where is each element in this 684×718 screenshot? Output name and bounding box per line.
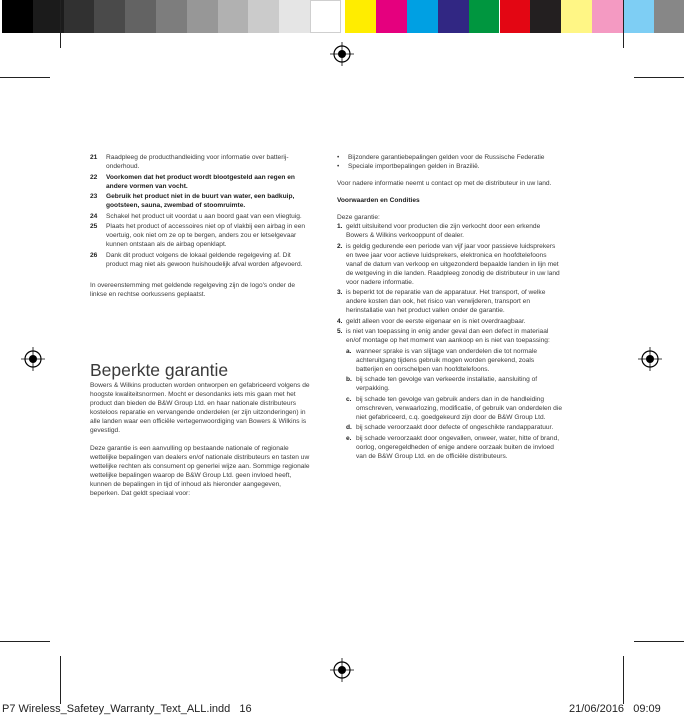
safety-item-text: Gebruik het product niet in de buurt van water, een badkuip, gootsteen, sauna, zwembad of stoomruimte.: [106, 193, 295, 209]
bullet-text: Speciale importbepalingen gelden in Brazilië.: [348, 163, 480, 170]
safety-item-number: 26: [90, 251, 98, 259]
gray-swatch: [94, 0, 125, 33]
color-swatch: [592, 0, 623, 33]
condition-text: geldt uitsluitend voor producten die zijn verkocht door een erkende Bowers & Wilkins verkooppunt of dealer.: [346, 223, 541, 239]
sub-item-letter: d.: [346, 424, 352, 431]
safety-item-number: 24: [90, 212, 98, 220]
sub-item-text: bij schade ten gevolge van gebruik anders dan in de handleiding omschreven, verwaarlozing, modificatie, of gebruik van onderdelen die niet gefabriceerd, c.q. goedgekeurd zijn door de B&W Group Ltd.: [356, 395, 562, 421]
color-swatch: [407, 0, 438, 33]
gray-swatch: [279, 0, 310, 33]
safety-item-number: 22: [90, 173, 98, 181]
safety-item-number: 21: [90, 154, 98, 161]
condition-sub-item: [337, 434, 562, 461]
color-swatch: [438, 0, 469, 33]
sub-item-letter: c.: [346, 395, 352, 403]
registration-mark-icon: [21, 347, 45, 371]
bullet-item: [337, 153, 562, 162]
registration-mark-icon: [330, 658, 354, 682]
condition-number: 5.: [337, 328, 343, 335]
safety-item-number: 25: [90, 223, 98, 230]
crop-mark: [634, 641, 684, 642]
crop-mark: [0, 641, 50, 642]
condition-number: 1.: [337, 223, 343, 230]
registration-mark-icon: [638, 347, 662, 371]
safety-item-text: Schakel het product uit voordat u aan boord gaat van een vliegtuig.: [106, 212, 302, 220]
sub-item-text: bij schade veroorzaakt door ongevallen, onweer, water, hitte of brand, oorlog, ongeregeldheden of enige andere oorzaak buiten de invloed van de B&W Group Ltd. en de officiële distributeurs.: [356, 434, 560, 460]
gray-swatch: [156, 0, 187, 33]
crop-mark: [60, 0, 61, 48]
safety-item-text: Raadpleeg de producthandleiding voor informatie over batterij-onderhoud.: [106, 154, 289, 170]
bullet-dot-icon: •: [337, 154, 340, 161]
gray-swatch: [125, 0, 156, 33]
safety-item-text: Voorkomen dat het product wordt blootgesteld aan regen en andere vormen van vocht.: [106, 173, 295, 190]
page-title: Beperkte garantie: [90, 359, 229, 380]
safety-item-text: Plaats het product of accessoires niet op of vlakbij een airbag in een voertuig, ook niet om ze op te bergen, anders zou er letselgevaar kunnen ontstaan als de airbag openklapt.: [106, 223, 306, 248]
bullet-text: Bijzondere garantiebepalingen gelden voor de Russische Federatie: [348, 154, 545, 161]
sub-item-letter: a.: [346, 347, 352, 355]
crop-mark: [0, 77, 50, 78]
crop-mark: [623, 0, 624, 48]
color-swatch: [469, 0, 500, 33]
safety-item: [90, 173, 312, 191]
sub-item-text: wanneer sprake is van slijtage van onderdelen die tot normale achteruitgang tijdens gebruik mogen worden gerekend, zoals batterijen en oorschelpen van hoofdtelefoons.: [356, 347, 538, 373]
gray-swatch: [64, 0, 95, 33]
color-swatch: [530, 0, 561, 33]
gray-swatch: [248, 0, 279, 33]
bullet-item: [337, 162, 562, 171]
crop-mark: [60, 656, 61, 704]
color-swatch: [376, 0, 407, 33]
bullet-dot-icon: •: [337, 163, 340, 170]
gray-swatch: [310, 0, 341, 33]
conditions-intro: Deze garantie:: [337, 214, 380, 221]
conformity-note: In overeenstemming met geldende regelgeving zijn de logo's onder de linkse en rechtse oorkussens geplaatst.: [90, 281, 296, 298]
condition-text: geldt alleen voor de eerste eigenaar en is niet overdraagbaar.: [346, 317, 526, 325]
gray-swatch: [2, 0, 33, 33]
condition-item: [337, 317, 562, 326]
condition-text: is geldig gedurende een periode van vijf jaar voor passieve luidsprekers en twee jaar voor actieve luidsprekers, elektronica en hoofdtelefoons vanaf de datum van verkoop en uitgezonderd bepaalde landen in lijn met de wetgeving in die landen. Raadpleeg zonodig de distributeur in uw land voor nadere informatie.: [346, 242, 560, 286]
condition-text: is beperkt tot de reparatie van de apparatuur. Het transport, of welke andere kosten dan ook, het risico van verwijderen, transport en herinstallatie van het product vallen onder de garantie.: [346, 289, 546, 314]
print-date: 21/06/2016 09:09: [569, 703, 661, 715]
color-swatch: [345, 0, 376, 33]
gray-swatch: [218, 0, 249, 33]
safety-item-number: 23: [90, 193, 98, 200]
condition-number: 2.: [337, 242, 343, 250]
crop-mark: [634, 77, 684, 78]
condition-item: [337, 288, 562, 315]
warranty-paragraph: Deze garantie is een aanvulling op bestaande nationale of regionale wettelijke bepalingen van dealers en/of nationale distributeurs en tasten uw wettelijke rechten als consument op generlei wijze aan. Sommige regionale wettelijke bepalingen waarop de B&W Group Ltd. geen invloed heeft, kunnen de bepalingen in tijd of inhoud als hieronder aangegeven, beperken. Dat geldt speciaal voor:: [90, 445, 310, 497]
conditions-heading: Voorwaarden en Condities: [337, 197, 420, 204]
conditions-column: [337, 153, 562, 462]
color-swatch: [500, 0, 531, 33]
warranty-paragraph: Bowers & Wilkins producten worden ontworpen en gefabriceerd volgens de hoogste kwaliteitsnormen. Mocht er desondanks iets mis gaan met het product dan bieden de B&W Group Ltd. en haar nationale distributeurs kosteloos reparatie en vervangende onderdelen (er zijn uitzonderingen) in alle landen waar een officiële vertegenwoordiging van Bowers & Wilkins is gevestigd.: [90, 382, 310, 434]
contact-note: Voor nadere informatie neemt u contact op met de distributeur in uw land.: [337, 180, 552, 187]
color-swatch: [561, 0, 592, 33]
safety-list: [90, 153, 312, 299]
sub-item-text: bij schade ten gevolge van verkeerde installatie, aansluiting of verpakking.: [356, 376, 538, 392]
condition-item: [337, 242, 562, 287]
condition-text: is niet van toepassing in enig ander geval dan een defect in materiaal en/of montage op het moment van aankoop en is niet van toepassing:: [346, 328, 550, 344]
crop-mark: [623, 656, 624, 704]
safety-item: [90, 192, 312, 210]
safety-item: [90, 153, 312, 171]
condition-sub-item: [337, 395, 562, 422]
condition-sub-item: [337, 423, 562, 432]
warranty-intro: [90, 381, 312, 498]
color-swatch: [654, 0, 684, 33]
registration-mark-icon: [330, 42, 354, 66]
condition-sub-item: [337, 347, 562, 374]
safety-item: [90, 222, 312, 249]
condition-item: [337, 327, 562, 345]
condition-sub-item: [337, 375, 562, 393]
safety-item: [90, 212, 312, 221]
gray-swatch: [187, 0, 218, 33]
safety-item-text: Dank dit product volgens de lokaal geldende regelgeving af. Dit product mag niet als gewoon huishoudelijk afval worden afgevoerd.: [106, 251, 303, 268]
safety-item: [90, 251, 312, 269]
sub-item-letter: b.: [346, 376, 352, 383]
color-swatch: [623, 0, 654, 33]
sub-item-text: bij schade veroorzaakt door defecte of ongeschikte randapparatuur.: [356, 424, 554, 431]
condition-number: 4.: [337, 317, 343, 325]
sub-item-letter: e.: [346, 434, 352, 442]
condition-item: [337, 222, 562, 240]
gray-swatch: [33, 0, 64, 33]
condition-number: 3.: [337, 289, 343, 296]
file-slug: P7 Wireless_Safetey_Warranty_Text_ALL.indd 16: [2, 703, 252, 715]
